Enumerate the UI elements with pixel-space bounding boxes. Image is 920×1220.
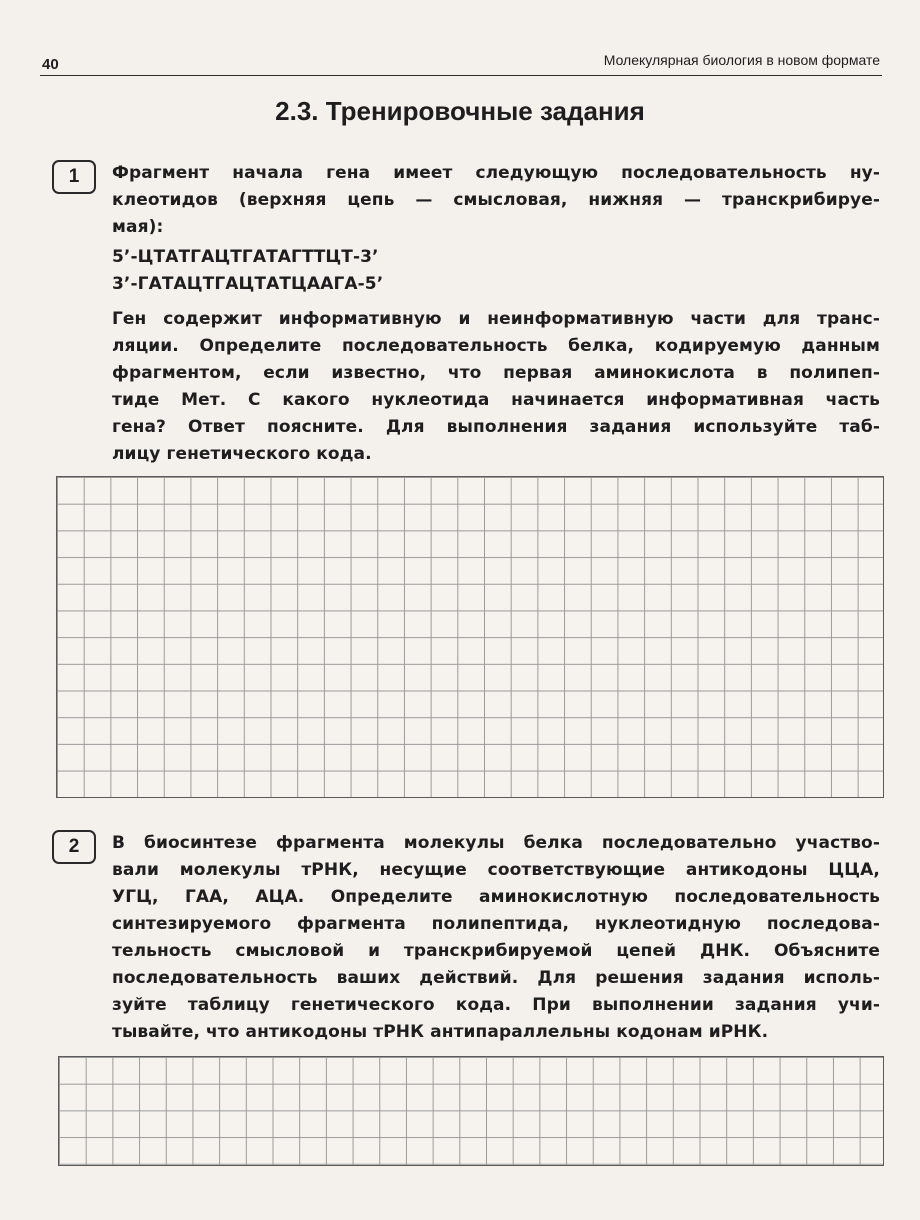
task-1-intro-line: мая): [112, 217, 164, 237]
dna-sense-strand: 5’-ЦТАТГАЦТГАТАГТТЦТ-3’ [112, 247, 379, 267]
task-2-number-badge: 2 [52, 830, 96, 864]
task-1-text [112, 160, 880, 468]
task-2-line: вали молекулы тРНК, несущие соответствующие антикодоны ЦЦА, [112, 860, 880, 880]
task-1-question-line: Ген содержит информативную и неинформативную части для транс- [112, 309, 880, 329]
task-1-number-badge: 1 [52, 160, 96, 194]
task-2-line: синтезируемого фрагмента полипептида, нуклеотидную последова- [112, 914, 880, 934]
task-2-line: тывайте, что антикодоны тРНК антипараллельны кодонам иРНК. [112, 1022, 769, 1042]
task-1-question-line: гена? Ответ поясните. Для выполнения задания используйте таб- [112, 417, 880, 437]
task-1-question-line: фрагментом, если известно, что первая аминокислота в полипеп- [112, 363, 880, 383]
task-1-question-line: тиде Мет. С какого нуклеотида начинается информативная часть [112, 390, 880, 410]
task-1-question-line: ляции. Определите последовательность белка, кодируемую данным [112, 336, 880, 356]
header-rule [40, 75, 882, 76]
task-1-intro-line: Фрагмент начала гена имеет следующую последовательность ну- [112, 163, 880, 183]
task-2-line: тельность смысловой и транскрибируемой цепей ДНК. Объясните [112, 941, 880, 961]
dna-template-strand: 3’-ГАТАЦТГАЦТАТЦААГА-5’ [112, 274, 384, 294]
task-1-question-line: лицу генетического кода. [112, 444, 372, 464]
task-1-answer-grid [56, 476, 884, 798]
task-2-line: зуйте таблицу генетического кода. При выполнении задания учи- [112, 995, 880, 1015]
section-title: 2.3. Тренировочные задания [275, 96, 645, 126]
page-number: 40 [42, 56, 59, 73]
task-2-line: последовательность ваших действий. Для решения задания исполь- [112, 968, 880, 988]
task-2-answer-grid [58, 1056, 884, 1166]
task-2-line: УГЦ, ГАА, АЦА. Определите аминокислотную последовательность [112, 887, 880, 907]
task-1-intro-line: клеотидов (верхняя цепь — смысловая, нижняя — транскрибируе- [112, 190, 880, 210]
task-2-text [112, 830, 880, 1046]
running-title: Молекулярная биология в новом формате [603, 52, 880, 68]
task-2-line: В биосинтезе фрагмента молекулы белка последовательно участво- [112, 833, 880, 853]
